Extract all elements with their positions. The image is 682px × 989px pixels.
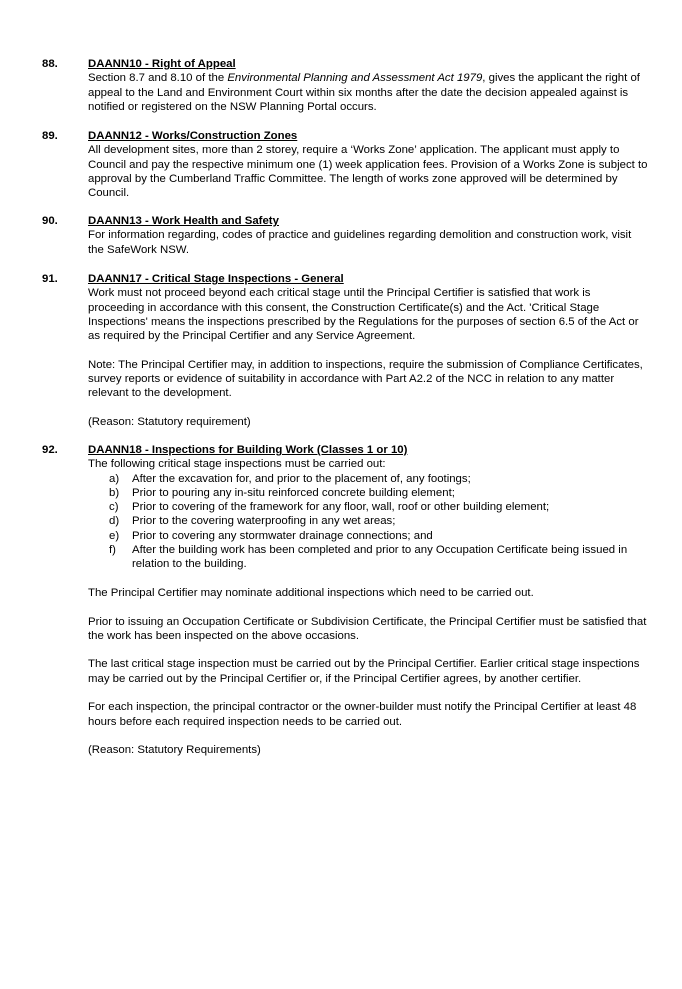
condition-body: For information regarding, codes of practice and guidelines regarding demolition and construction work, visit the SafeWork NSW. xyxy=(88,229,632,256)
condition-heading: DAANN10 - Right of Appeal xyxy=(88,58,236,70)
list-item xyxy=(88,543,648,572)
list-marker: b) xyxy=(109,486,120,499)
list-item xyxy=(88,486,648,500)
condition-body xyxy=(88,71,648,114)
condition-reason: (Reason: Statutory requirement) xyxy=(88,415,251,428)
list-marker: f) xyxy=(109,544,116,557)
condition-paragraph: Prior to issuing an Occupation Certificate or Subdivision Certificate, the Principal Certifier must be satisfied that the work has been inspected on the above occasions. xyxy=(88,615,647,642)
list-item xyxy=(88,472,648,486)
condition-content xyxy=(88,214,648,257)
list-item xyxy=(88,529,648,543)
condition-heading: DAANN13 - Work Health and Safety xyxy=(88,215,279,227)
body-text: , gives the applicant the right of appeal to the Land and Environment Court within six months after the date the decision appealed against is notified or registered on the NSW Planning Portal occurs. xyxy=(88,72,640,113)
inspection-list xyxy=(88,472,648,572)
inspection-intro: The following critical stage inspections must be carried out: xyxy=(88,458,386,471)
condition-content xyxy=(88,443,648,758)
condition-heading: DAANN12 - Works/Construction Zones xyxy=(88,130,298,142)
condition-number: 92. xyxy=(42,444,58,456)
condition-reason: (Reason: Statutory Requirements) xyxy=(88,744,261,757)
list-item xyxy=(88,514,648,528)
condition-number: 89. xyxy=(42,130,58,142)
condition-content xyxy=(88,57,648,114)
list-item-text: Prior to covering of the framework for any floor, wall, roof or other building element; xyxy=(132,501,550,514)
list-marker: a) xyxy=(109,472,120,485)
condition-heading: DAANN17 - Critical Stage Inspections - General xyxy=(88,273,344,285)
condition-content xyxy=(88,129,648,200)
act-title: Environmental Planning and Assessment Act 1979 xyxy=(227,72,483,85)
condition-number: 88. xyxy=(42,58,58,70)
condition-content xyxy=(88,272,648,429)
list-item-text: After the excavation for, and prior to the placement of, any footings; xyxy=(132,472,471,485)
condition-number: 91. xyxy=(42,273,58,285)
condition-body: All development sites, more than 2 storey, require a ‘Works Zone’ application. The applicant must apply to Council and pay the respective minimum one (1) week application fees. Provision of a Works Zone is subject to approval by the Cumberland Traffic Committee. The length of works zone approved will be determined by Council. xyxy=(88,144,648,200)
list-item-text: Prior to the covering waterproofing in any wet areas; xyxy=(132,515,396,528)
list-marker: e) xyxy=(109,529,120,542)
condition-paragraph: The Principal Certifier may nominate additional inspections which need to be carried out. xyxy=(88,586,534,599)
condition-paragraph: The last critical stage inspection must be carried out by the Principal Certifier. Earlier critical stage inspections may be carried out by the Principal Certifier or, if the Principal Certifier agrees, by another certifier. xyxy=(88,658,640,685)
condition-heading: DAANN18 - Inspections for Building Work (Classes 1 or 10) xyxy=(88,444,408,456)
list-item-text: After the building work has been completed and prior to any Occupation Certificate being issued in relation to the building. xyxy=(132,544,628,571)
list-item-text: Prior to pouring any in-situ reinforced concrete building element; xyxy=(132,486,455,499)
body-text: Section 8.7 and 8.10 of the xyxy=(88,72,228,85)
condition-note: Note: The Principal Certifier may, in addition to inspections, require the submission of Compliance Certificates, survey reports or evidence of suitability in accordance with Part A2.2 of the NCC in relation to any matter relevant to the development. xyxy=(88,358,643,400)
list-marker: d) xyxy=(109,515,120,528)
list-item-text: Prior to covering any stormwater drainage connections; and xyxy=(132,529,433,542)
condition-number: 90. xyxy=(42,215,58,227)
condition-paragraph: For each inspection, the principal contractor or the owner-builder must notify the Principal Certifier at least 48 hours before each required inspection needs to be carried out. xyxy=(88,701,637,728)
list-item xyxy=(88,500,648,514)
list-marker: c) xyxy=(109,501,119,514)
condition-paragraph: Work must not proceed beyond each critical stage until the Principal Certifier is satisfied that work is proceeding in accordance with this consent, the Construction Certificate(s) and the Act. 'Critical Stage Inspections' means the inspections prescribed by the Regulations for the purposes of section 6.5 of the Act or as required by the Principal Certifier and any Service Agreement. xyxy=(88,287,639,343)
